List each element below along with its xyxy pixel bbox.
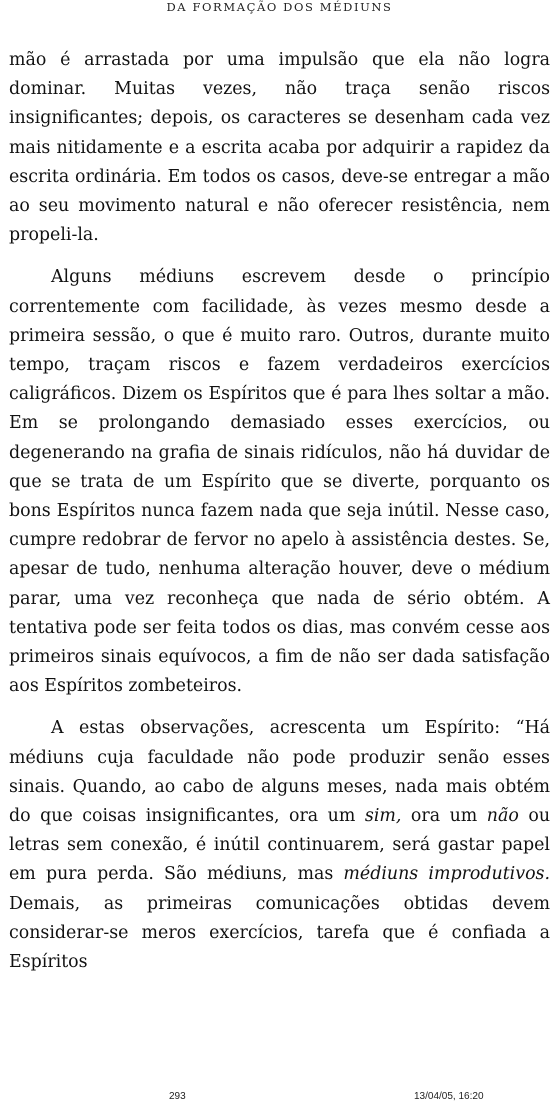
body-text (9, 46, 550, 977)
paragraph-1: mão é arrastada por uma impulsão que ela não logra dominar. Muitas vezes, não traça senão riscos insignificantes; depois, os caracteres se desenham cada vez mais nitidamente e a escrita acaba por adquirir a rapidez da escrita ordinária. Em todos os casos, deve-se entregar a mão ao seu movimento natural e não oferecer resistência, nem propeli-la. (9, 50, 550, 246)
emphasis-mediuns-improdutivos: médiuns improdutivos. (343, 864, 550, 885)
emphasis-nao: não (486, 806, 519, 827)
paragraph-3-text-c: ou letras sem conexão, é inútil continuarem, será gastar papel em pura perda. São médiuns, mas (9, 806, 551, 885)
paragraph-3-text-b: ora um (410, 806, 478, 827)
page-number: 293 (169, 1091, 186, 1102)
paragraph-3-text-d: Demais, as primeiras comunicações obtidas devem considerar-se meros exercícios, tarefa que é confiada a Espíritos (9, 893, 550, 973)
paragraph-2: Alguns médiuns escrevem desde o princípio correntemente com facilidade, às vezes mesmo desde a primeira sessão, o que é muito raro. Outros, durante muito tempo, traçam riscos e fazem verdadeiros exercícios caligráficos. Dizem os Espíritos que é para lhes soltar a mão. Em se prolongando demasiado esses exercícios, ou degenerando na grafia de sinais ridículos, não há duvidar de que se trata de um Espírito que se diverte, porquanto os bons Espíritos nunca fazem nada que seja inútil. Nesse caso, cumpre redobrar de fervor no apelo à assistência destes. Se, apesar de tudo, nenhuma alteração houver, deve o médium parar, uma vez reconheça que nada de sério obtém. A tentativa pode ser feita todos os dias, mas convém cesse aos primeiros sinais equívocos, a fim de não ser dada satisfação aos Espíritos zombeteiros. (9, 267, 550, 697)
emphasis-sim: sim, (364, 806, 402, 827)
paragraph-3 (9, 714, 550, 977)
paragraph-3-text-a: A estas observações, acrescenta um Espírito: “Há médiuns cuja faculdade não pode produzir senão esses sinais. Quando, ao cabo de alguns meses, nada mais obtém do que coisas insignificantes, ora um (9, 718, 550, 827)
running-header: DA FORMAÇÃO DOS MÉDIUNS (166, 0, 393, 14)
print-timestamp: 13/04/05, 16:20 (414, 1091, 484, 1102)
